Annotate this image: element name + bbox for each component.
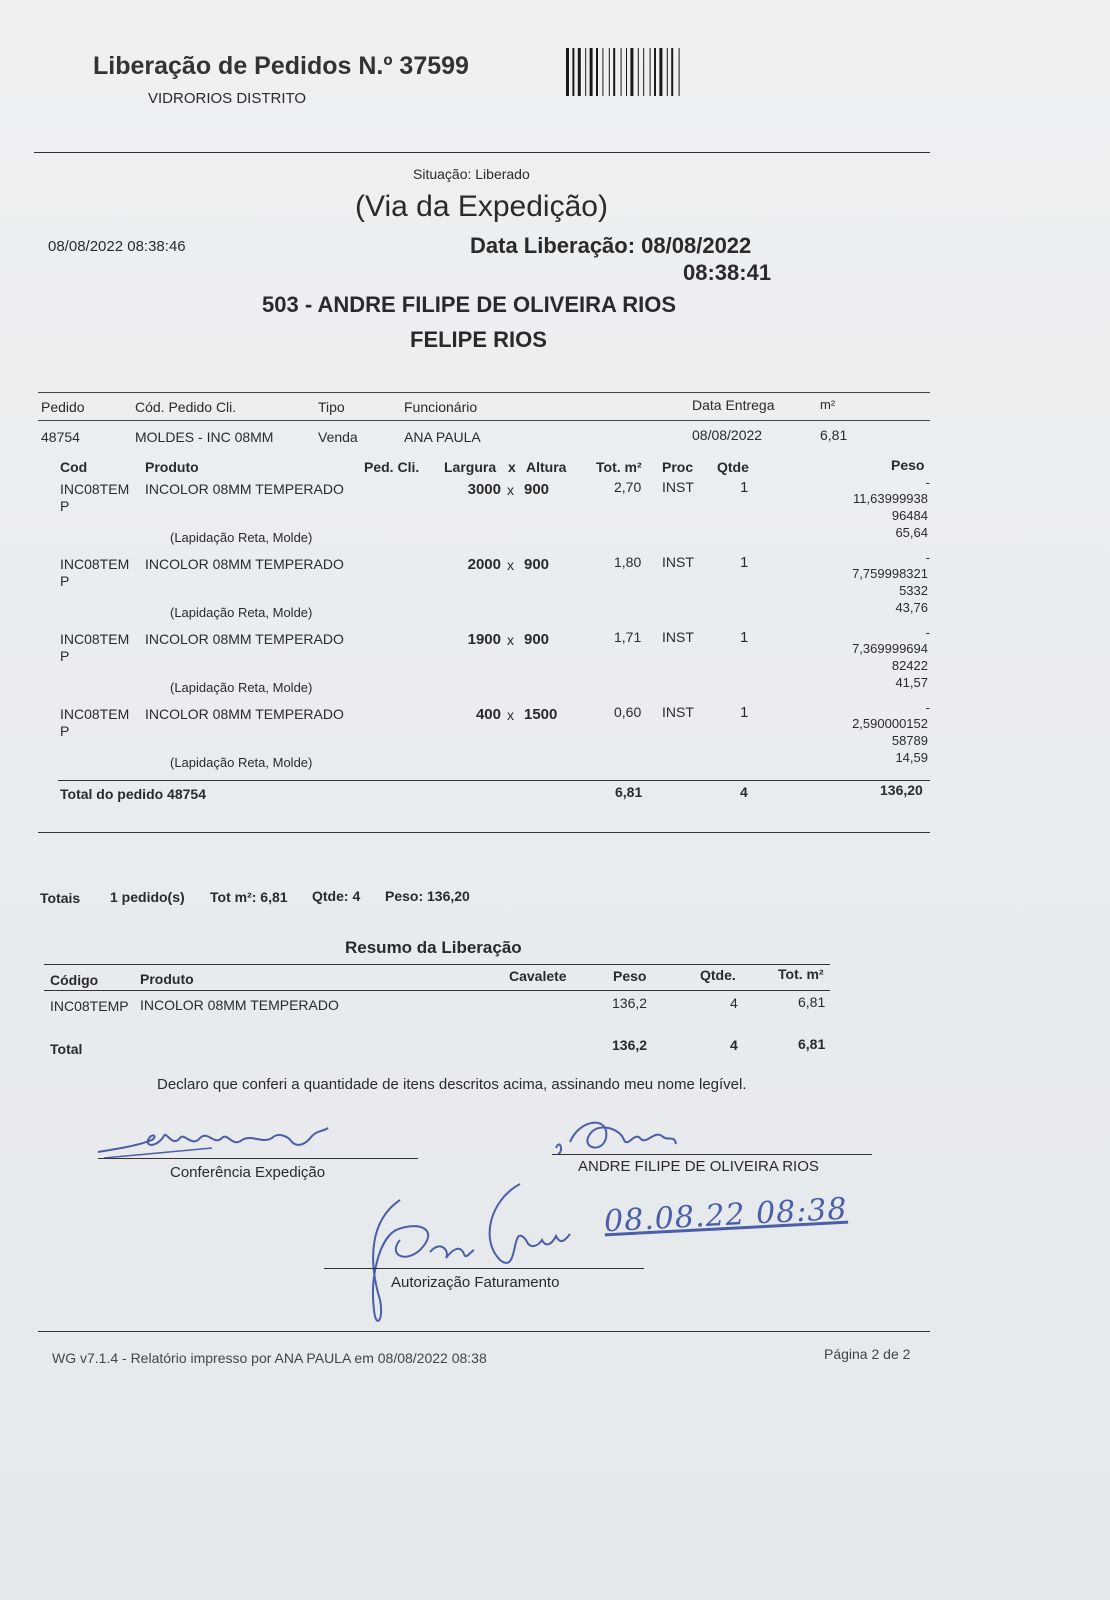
- resumo-total-peso: 136,2: [612, 1037, 648, 1053]
- resumo-qtde: 4: [730, 995, 738, 1011]
- data-entrega-value: 08/08/2022: [692, 427, 763, 443]
- items-col-proc: Proc: [662, 459, 694, 475]
- data-liberacao-time: 08:38:41: [683, 260, 772, 285]
- client-alias: FELIPE RIOS: [410, 327, 547, 352]
- conferencia-label: Conferência Expedição: [170, 1164, 326, 1181]
- col-tipo: Tipo: [318, 399, 345, 415]
- item-obs: (Lapidação Reta, Molde): [170, 530, 313, 545]
- item-altura: 900: [524, 481, 550, 498]
- item-peso-b: 82422: [891, 658, 928, 673]
- item-produto: INCOLOR 08MM TEMPERADO: [145, 706, 344, 722]
- item-produto: INCOLOR 08MM TEMPERADO: [145, 481, 344, 497]
- signature-cliente: [550, 1108, 690, 1158]
- resumo-col-tot-m2: Tot. m²: [778, 966, 824, 982]
- divider: [38, 420, 930, 421]
- totals-label: Totais: [40, 890, 81, 906]
- resumo-produto: INCOLOR 08MM TEMPERADO: [140, 997, 339, 1013]
- item-qtde: 1: [740, 554, 749, 571]
- items-col-x: x: [508, 459, 516, 475]
- resumo-total-qtde: 4: [730, 1037, 738, 1053]
- item-qtde: 1: [740, 629, 749, 646]
- item-cod: INC08TEMP: [60, 556, 130, 589]
- item-x: x: [507, 557, 514, 573]
- item-peso-a: 7,369999694: [852, 641, 928, 656]
- resumo-title: Resumo da Liberação: [345, 938, 522, 957]
- cliente-label: ANDRE FILIPE DE OLIVEIRA RIOS: [578, 1158, 819, 1175]
- item-peso-dash: -: [925, 550, 930, 565]
- col-cod-pedido-cli: Cód. Pedido Cli.: [135, 399, 237, 415]
- totals-qtde: Qtde: 4: [312, 888, 361, 904]
- items-col-tot-m2: Tot. m²: [596, 459, 642, 475]
- items-col-cod: Cod: [60, 459, 88, 475]
- items-col-qtde: Qtde: [717, 459, 749, 475]
- signature-line: [552, 1154, 872, 1155]
- item-peso-b: 96484: [891, 508, 928, 523]
- item-proc: INST: [662, 554, 694, 570]
- item-produto: INCOLOR 08MM TEMPERADO: [145, 556, 344, 572]
- item-obs: (Lapidação Reta, Molde): [170, 680, 313, 695]
- divider: [38, 1331, 930, 1332]
- signature-autorizacao: [360, 1180, 590, 1330]
- footer-printed-by: WG v7.1.4 - Relatório impresso por ANA PAULA em 08/08/2022 08:38: [52, 1350, 487, 1366]
- item-largura: 400: [475, 706, 501, 723]
- item-peso-c: 14,59: [895, 750, 928, 765]
- items-col-produto: Produto: [145, 459, 199, 475]
- item-proc: INST: [662, 479, 694, 495]
- item-qtde: 1: [740, 704, 749, 721]
- item-obs: (Lapidação Reta, Molde): [170, 755, 313, 770]
- item-tot-m2: 1,71: [614, 629, 642, 645]
- handwritten-date: 08.08.22 08:38: [603, 1191, 849, 1240]
- item-altura: 1500: [524, 706, 558, 723]
- totals-m2: Tot m²: 6,81: [210, 889, 288, 905]
- item-peso-b: 58789: [891, 733, 928, 748]
- item-cod: INC08TEMP: [60, 481, 130, 514]
- resumo-total-m2: 6,81: [798, 1036, 826, 1052]
- resumo-col-peso: Peso: [613, 968, 647, 984]
- divider: [38, 832, 930, 833]
- print-datetime: 08/08/2022 08:38:46: [48, 238, 186, 255]
- col-data-entrega: Data Entrega: [692, 397, 775, 413]
- item-cod: INC08TEMP: [60, 631, 130, 664]
- divider: [58, 780, 930, 781]
- autorizacao-label: Autorização Faturamento: [391, 1274, 560, 1291]
- items-col-ped-cli: Ped. Cli.: [364, 459, 420, 475]
- item-altura: 900: [524, 556, 550, 573]
- client-name: 503 - ANDRE FILIPE DE OLIVEIRA RIOS: [262, 292, 676, 317]
- via-label: (Via da Expedição): [355, 190, 608, 223]
- item-peso-b: 5332: [899, 583, 928, 598]
- resumo-col-produto: Produto: [140, 971, 194, 987]
- divider: [44, 990, 830, 991]
- signature-conferencia: [92, 1118, 342, 1162]
- item-peso-dash: -: [925, 625, 930, 640]
- m2-value: 6,81: [820, 427, 848, 443]
- declaration: Declaro que conferi a quantidade de itens descritos acima, assinando meu nome legível.: [157, 1076, 747, 1093]
- funcionario-value: ANA PAULA: [404, 429, 481, 445]
- resumo-col-cavalete: Cavalete: [509, 968, 567, 984]
- item-x: x: [507, 707, 514, 723]
- items-col-peso: Peso: [891, 457, 925, 473]
- item-peso-dash: -: [925, 700, 930, 715]
- col-pedido: Pedido: [41, 399, 85, 415]
- resumo-col-codigo: Código: [50, 972, 99, 988]
- divider: [38, 392, 930, 393]
- item-largura: 1900: [467, 631, 501, 648]
- order-total-peso: 136,20: [880, 782, 923, 798]
- resumo-tot-m2: 6,81: [798, 994, 826, 1010]
- item-qtde: 1: [740, 479, 749, 496]
- item-cod: INC08TEMP: [60, 706, 130, 739]
- item-tot-m2: 0,60: [614, 704, 642, 720]
- divider: [44, 964, 830, 965]
- item-produto: INCOLOR 08MM TEMPERADO: [145, 631, 344, 647]
- col-m2: m²: [820, 397, 836, 412]
- item-peso-a: 11,63999938: [853, 491, 928, 506]
- item-peso-c: 43,76: [895, 600, 928, 615]
- col-funcionario: Funcionário: [404, 399, 478, 415]
- pedido-value: 48754: [41, 429, 80, 445]
- order-total-label: Total do pedido 48754: [60, 786, 206, 802]
- item-x: x: [507, 632, 514, 648]
- item-largura: 3000: [467, 481, 501, 498]
- item-tot-m2: 2,70: [614, 479, 642, 495]
- item-tot-m2: 1,80: [614, 554, 642, 570]
- items-col-altura: Altura: [526, 459, 567, 475]
- document-title: Liberação de Pedidos N.º 37599: [93, 52, 469, 80]
- totals-peso: Peso: 136,20: [385, 888, 470, 904]
- signature-line: [324, 1268, 644, 1269]
- signature-line: [98, 1158, 418, 1159]
- barcode: [566, 48, 726, 96]
- item-peso-c: 41,57: [895, 675, 928, 690]
- item-peso-dash: -: [925, 475, 930, 490]
- tipo-value: Venda: [318, 429, 358, 445]
- order-total-qtde: 4: [740, 784, 748, 800]
- item-proc: INST: [662, 629, 694, 645]
- totals-pedidos: 1 pedido(s): [110, 889, 185, 905]
- resumo-peso: 136,2: [612, 995, 648, 1011]
- order-total-m2: 6,81: [615, 784, 643, 800]
- item-peso-a: 2,590000152: [852, 716, 928, 731]
- item-proc: INST: [662, 704, 694, 720]
- item-peso-c: 65,64: [895, 525, 928, 540]
- footer-page: Página 2 de 2: [824, 1346, 911, 1362]
- resumo-total-label: Total: [50, 1041, 83, 1057]
- item-altura: 900: [524, 631, 550, 648]
- item-largura: 2000: [467, 556, 501, 573]
- data-liberacao: Data Liberação: 08/08/2022: [470, 233, 752, 258]
- items-col-largura: Largura: [444, 459, 497, 475]
- resumo-codigo: INC08TEMP: [50, 998, 129, 1014]
- item-peso-a: 7,759998321: [852, 566, 928, 581]
- divider: [34, 152, 930, 153]
- item-x: x: [507, 482, 514, 498]
- situacao: Situação: Liberado: [413, 166, 530, 182]
- company-name: VIDRORIOS DISTRITO: [148, 90, 307, 107]
- cod-pedido-cli-value: MOLDES - INC 08MM: [135, 429, 274, 445]
- resumo-col-qtde: Qtde.: [700, 967, 736, 983]
- item-obs: (Lapidação Reta, Molde): [170, 605, 313, 620]
